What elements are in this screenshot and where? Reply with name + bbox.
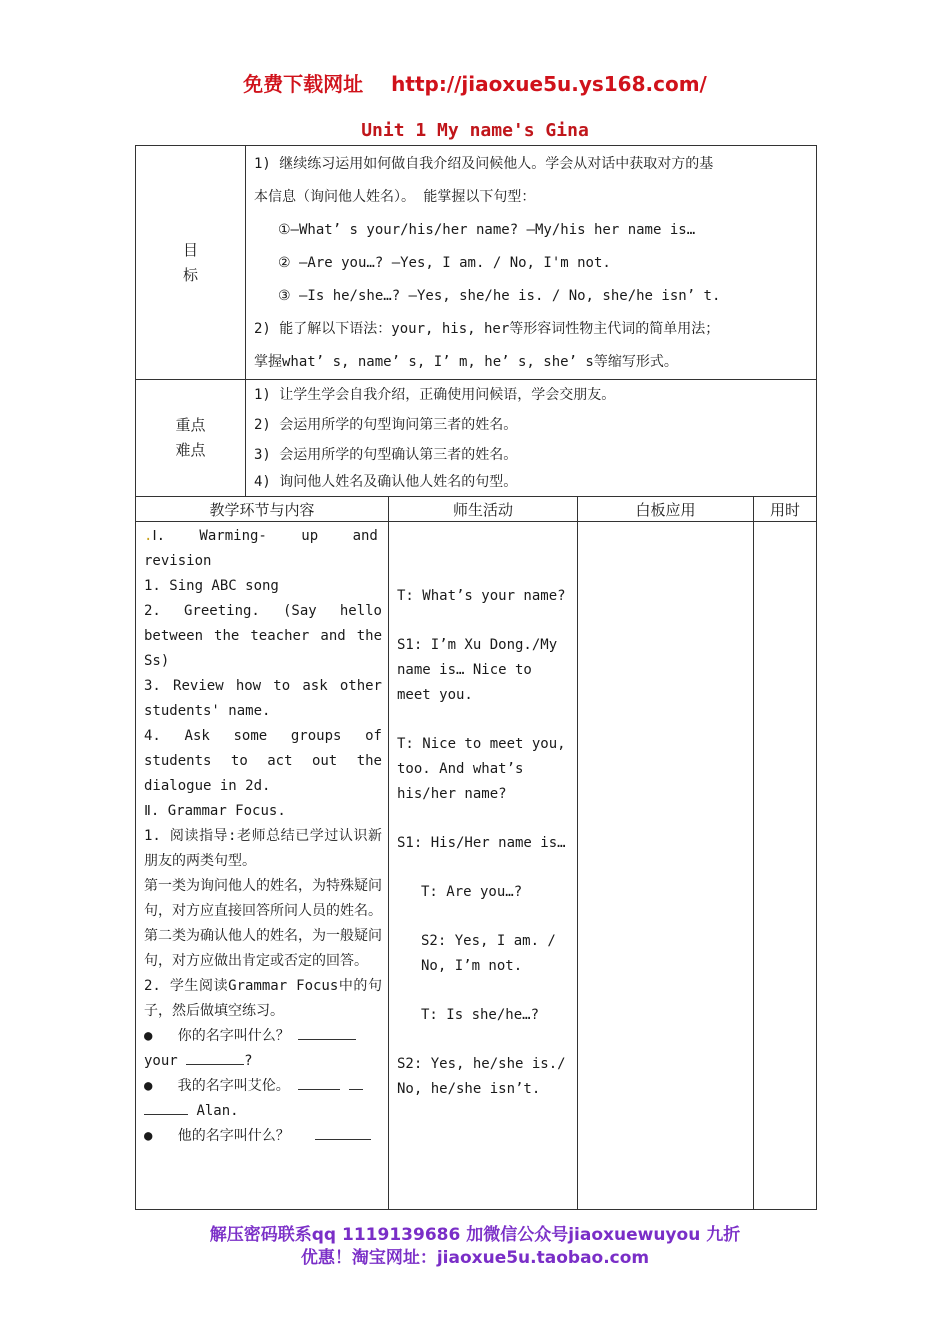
column-header-row <box>136 497 817 522</box>
key-points-row <box>136 380 817 497</box>
objective-line: ③ —Is he/she…? —Yes, she/he is. / No, she/he isn’ t. <box>278 288 721 304</box>
objective-line: 本信息（询问他人姓名）。 能掌握以下句型： <box>254 189 536 205</box>
objective-line: ①—What’ s your/his/her name? —My/his her name is… <box>278 222 696 238</box>
column-header-whiteboard: 白板应用 <box>578 497 754 522</box>
header-url[interactable]: http://jiaoxue5u.ys168.com/ <box>391 72 707 96</box>
column-header-activity: 师生活动 <box>389 497 578 522</box>
objective-line: ② —Are you…? —Yes, I am. / No, I'm not. <box>278 255 611 271</box>
dialogue-line: T: Nice to meet you, too. And what’s his/her name? <box>397 736 566 802</box>
procedure-item: 第二类为确认他人的姓名，为一般疑问句，对方应做出肯定或否定的回答。 <box>144 928 382 969</box>
blank-field[interactable] <box>298 1075 340 1090</box>
activity-content <box>389 522 578 1210</box>
procedure-item: 2. Greeting. (Say hello between the teacher and the Ss) <box>144 603 382 669</box>
dialogue-line: S1: His/Her name is… <box>397 835 566 851</box>
procedure-item: 1. Sing ABC song <box>144 578 279 594</box>
footer-shop: 优惠！淘宝网址：jiaoxue5u.taobao.com <box>300 1248 650 1268</box>
whiteboard-content <box>578 522 754 1210</box>
column-header-time: 用时 <box>754 497 817 522</box>
dialogue-line: S2: Yes, I am. / No, I’m not. <box>421 933 556 974</box>
procedure-content: .Ⅰ. Warming- up and revision 1. Sing ABC song 2. Greeting. (Say hello between the teacher and the Ss) 3. Review how to ask other students' name. 4. Ask some groups of students to act out the dialogue in 2d. Ⅱ. Grammar Focus. 1. 阅读指导:老师总结已学过认识新朋友的两类句型。 第一类为询问他人的姓名，为特殊疑问句，对方应直接回答所问人员的姓名。 第二类为确认他人的姓名，为一般疑问句，对方应做出肯定或否定的回答。 2. 学生阅读Grammar Focus中的句子，然后做填空练习。 ● 你的名字叫什么？ your ? ● 我的名字叫艾伦。 Alan. ● 他的名字叫什么？ <box>136 522 389 1210</box>
objective-line: 2) 能了解以下语法：your, his, her等形容词性物主代词的简单用法； <box>254 321 720 337</box>
page-title: Unit 1 My name's Gina <box>361 120 589 141</box>
procedure-item: 4. Ask some groups of students to act out the dialogue in 2d. <box>144 728 382 794</box>
footer-contact: 解压密码联系qq 1119139686 加微信公众号jiaoxuewuyou 九折 <box>209 1225 741 1245</box>
column-header-content: 教学环节与内容 <box>136 497 389 522</box>
dialogue-line: S1: I’m Xu Dong./My name is… Nice to meet you. <box>397 637 558 703</box>
procedure-item: 2. 学生阅读Grammar Focus中的句子，然后做填空练习。 <box>144 978 382 1019</box>
procedure-row <box>136 522 817 1210</box>
blank-field[interactable] <box>349 1075 363 1090</box>
key-points-content <box>246 380 817 497</box>
dialogue-line: T: Is she/he…? <box>421 1007 540 1023</box>
time-content <box>754 522 817 1210</box>
blank-field[interactable] <box>315 1125 371 1140</box>
key-point-line: 2) 会运用所学的句型询问第三者的姓名。 <box>254 417 518 433</box>
fill-blank-1: ● 你的名字叫什么？ your ? <box>144 1024 382 1074</box>
objective-line: 1) 继续练习运用如何做自我介绍及问候他人。学会从对话中获取对方的基 <box>254 156 714 172</box>
fill-blank-3: ● 他的名字叫什么？ <box>144 1124 382 1149</box>
header-download-link[interactable] <box>0 68 950 97</box>
dialogue-line: T: What’s your name? <box>397 588 566 604</box>
blank-field[interactable] <box>144 1100 188 1115</box>
header-label: 免费下载网址 <box>243 72 364 96</box>
fill-blank-2: ● 我的名字叫艾伦。 Alan. <box>144 1074 382 1124</box>
grammar-title: Ⅱ. Grammar Focus. <box>144 803 286 819</box>
objectives-label: 目 标 <box>136 146 246 380</box>
lesson-plan-table <box>135 145 816 1210</box>
key-point-line: 4) 询问他人姓名及确认他人姓名的句型。 <box>254 474 518 490</box>
objectives-row <box>136 146 817 380</box>
dialogue-line: T: Are you…? <box>421 884 523 900</box>
objective-line: 掌握what’ s, name’ s, I’ m, he’ s, she’ s等缩写形式。 <box>254 354 678 370</box>
warmup-title: Ⅰ. Warming- up and <box>152 528 378 544</box>
key-point-line: 3) 会运用所学的句型确认第三者的姓名。 <box>254 447 518 463</box>
key-point-line: 1) 让学生学会自我介绍，正确使用问候语，学会交朋友。 <box>254 387 616 403</box>
procedure-item: 1. 阅读指导:老师总结已学过认识新朋友的两类句型。 <box>144 828 382 869</box>
objectives-content <box>246 146 817 380</box>
blank-field[interactable] <box>298 1025 356 1040</box>
blank-field[interactable] <box>186 1050 244 1065</box>
procedure-item: 3. Review how to ask other students' name. <box>144 678 382 719</box>
procedure-item: 第一类为询问他人的姓名，为特殊疑问句，对方应直接回答所问人员的姓名。 <box>144 878 382 919</box>
dialogue-line: S2: Yes, he/she is./ No, he/she isn’t. <box>397 1056 566 1097</box>
key-points-label: 重点 难点 <box>136 380 246 497</box>
